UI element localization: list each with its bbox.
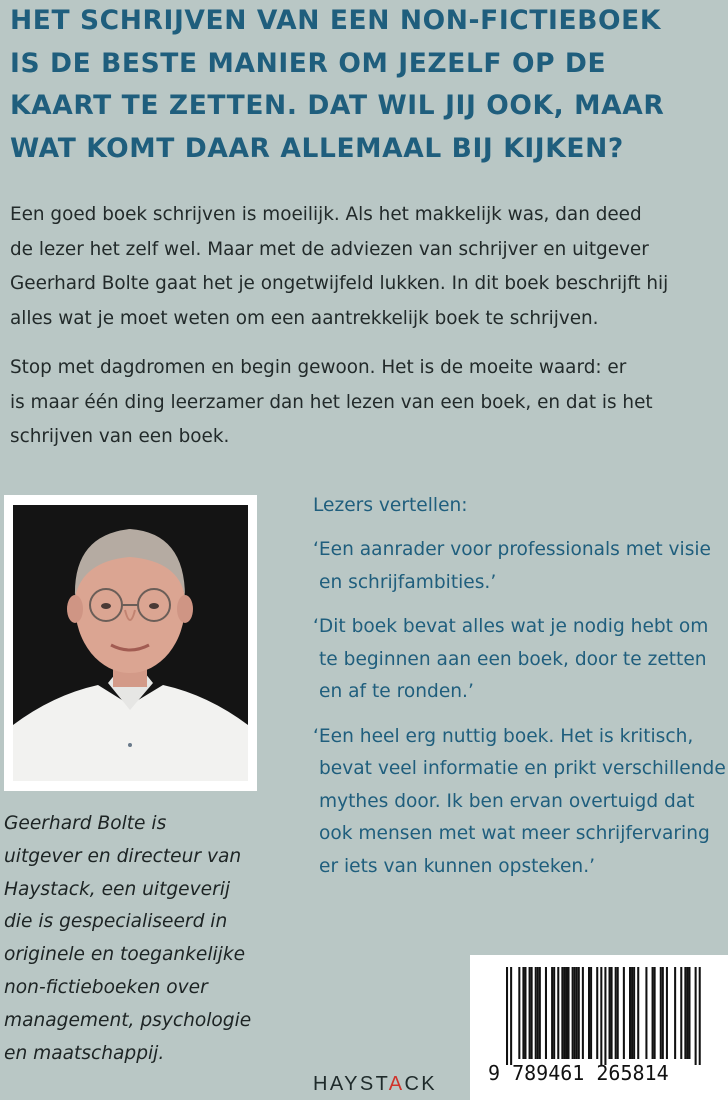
- headline-line: HET SCHRIJVEN VAN EEN NON-FICTIEBOEK: [10, 5, 661, 36]
- headline-line: WAT KOMT DAAR ALLEMAAL BIJ KIJKEN?: [10, 132, 624, 164]
- barcode-bar: [699, 967, 701, 1065]
- bio-line: die is gespecialiseerd in: [4, 911, 228, 933]
- barcode-bar: [588, 967, 590, 1059]
- barcode-bar: [545, 967, 547, 1059]
- barcode-bar: [654, 967, 656, 1059]
- barcode-bar: [629, 967, 631, 1059]
- barcode-bar: [561, 967, 563, 1059]
- blurb-line: Stop met dagdromen en begin gewoon. Het is de moeite waard: er: [10, 357, 627, 378]
- barcode-bar: [652, 967, 654, 1059]
- barcode-bar: [531, 967, 533, 1059]
- quote-line: er iets van kunnen opsteken.’: [319, 855, 596, 877]
- quote-line: en schrijfambities.’: [319, 571, 497, 593]
- barcode-bar: [623, 967, 625, 1059]
- logo-accent-letter: A: [388, 1073, 405, 1095]
- review-quote: [313, 611, 723, 709]
- bio-line: non-fictieboeken over: [4, 976, 208, 998]
- barcode-bar: [680, 967, 682, 1059]
- blurb-paragraph-2: [10, 351, 722, 455]
- barcode-bar: [631, 967, 633, 1059]
- bio-line: uitgever en directeur van: [4, 845, 242, 867]
- author-bio: [4, 808, 304, 1070]
- reader-reviews: [313, 490, 726, 895]
- barcode-bar: [557, 967, 559, 1059]
- barcode-bar: [695, 967, 697, 1065]
- barcode-bar: [563, 967, 565, 1059]
- quote-line: ‘Dit boek bevat alles wat je nodig hebt om: [313, 616, 709, 637]
- barcode-bar: [539, 967, 541, 1059]
- barcode-bar: [604, 967, 606, 1065]
- back-cover-headline: [10, 0, 720, 170]
- barcode-bar: [688, 967, 690, 1059]
- barcode-bar: [590, 967, 592, 1059]
- blurb-line: Een goed boek schrijven is moeilijk. Als het makkelijk was, dan deed: [10, 204, 642, 225]
- barcode-bar: [576, 967, 578, 1059]
- barcode-bar: [615, 967, 617, 1059]
- barcode-bar: [645, 967, 647, 1059]
- barcode-bar: [574, 967, 576, 1059]
- logo-text-end: CK: [404, 1073, 438, 1095]
- quote-line: mythes door. Ik ben ervan overtuigd dat: [319, 790, 695, 812]
- quote-line: ook mensen met wat meer schrijfervaring: [319, 823, 710, 844]
- logo-text-start: HAYST: [313, 1073, 389, 1095]
- isbn-digits: 9 789461 265814: [488, 1061, 669, 1085]
- barcode-bar: [537, 967, 539, 1059]
- barcode-bar: [662, 967, 664, 1059]
- barcode-bar: [518, 967, 520, 1059]
- quote-line: bevat veel informatie en prikt verschillende: [319, 758, 726, 779]
- bio-line: Geerhard Bolte is: [4, 813, 167, 834]
- barcode-bar: [611, 967, 613, 1059]
- review-quote: [313, 534, 723, 599]
- barcode-bar: [551, 967, 553, 1059]
- barcode-bar: [600, 967, 602, 1065]
- barcode-bar: [684, 967, 686, 1059]
- bio-line: originele en toegankelijke: [4, 944, 246, 966]
- quote-line: ‘Een aanrader voor professionals met visie: [313, 539, 711, 560]
- review-quote: [313, 721, 726, 884]
- barcode-bar: [535, 967, 537, 1059]
- barcode-bar: [529, 967, 531, 1059]
- barcode-bar: [666, 967, 668, 1059]
- barcode-bar: [578, 967, 580, 1059]
- blurb-line: schrijven van een boek.: [10, 426, 230, 447]
- blurb-line: de lezer het zelf wel. Maar met de adviezen van schrijver en uitgever: [10, 238, 649, 260]
- headline-line: KAART TE ZETTEN. DAT WIL JIJ OOK, MAAR: [10, 90, 665, 121]
- barcode-bar: [565, 967, 567, 1059]
- bio-line: management, psychologie: [4, 1009, 252, 1031]
- barcode-bar: [633, 967, 635, 1059]
- author-portrait-illustration: [13, 505, 248, 781]
- author-photo-frame: [4, 495, 257, 791]
- barcode-bar: [510, 967, 512, 1065]
- barcode-bar: [609, 967, 611, 1059]
- barcode-bar: [674, 967, 676, 1059]
- quote-line: te beginnen aan een boek, door te zetten: [319, 648, 707, 670]
- publisher-logo: [313, 1073, 437, 1096]
- bio-line: Haystack, een uitgeverij: [4, 878, 231, 900]
- barcode-bar: [617, 967, 619, 1059]
- quote-line: ‘Een heel erg nuttig boek. Het is kritisch,: [313, 725, 694, 747]
- barcode-bar: [596, 967, 598, 1059]
- barcode-bar: [660, 967, 662, 1059]
- barcode-bar: [506, 967, 508, 1065]
- blurb-line: Geerhard Bolte gaat het je ongetwijfeld lukken. In dit boek beschrijft hij: [10, 273, 669, 294]
- barcode-bar: [637, 967, 639, 1059]
- reviews-heading: Lezers vertellen:: [313, 495, 468, 516]
- isbn-barcode: [470, 955, 728, 1100]
- blurb-line: alles wat je moet weten om een aantrekkelijk boek te schrijven.: [10, 307, 599, 329]
- barcode-bar: [582, 967, 584, 1059]
- bio-line: en maatschappij.: [4, 1042, 165, 1064]
- barcode-bar: [568, 967, 570, 1059]
- barcode-bar: [572, 967, 574, 1059]
- barcode-bar: [553, 967, 555, 1059]
- barcode-bar: [686, 967, 688, 1059]
- blurb-paragraph-1: [10, 198, 722, 336]
- barcode-bar: [524, 967, 526, 1059]
- blurb-line: is maar één ding leerzamer dan het lezen van een boek, en dat is het: [10, 391, 653, 413]
- author-photo: [13, 505, 248, 781]
- quote-line: en af te ronden.’: [319, 681, 474, 702]
- barcode-bar: [522, 967, 524, 1059]
- headline-line: IS DE BESTE MANIER OM JEZELF OP DE: [10, 47, 607, 79]
